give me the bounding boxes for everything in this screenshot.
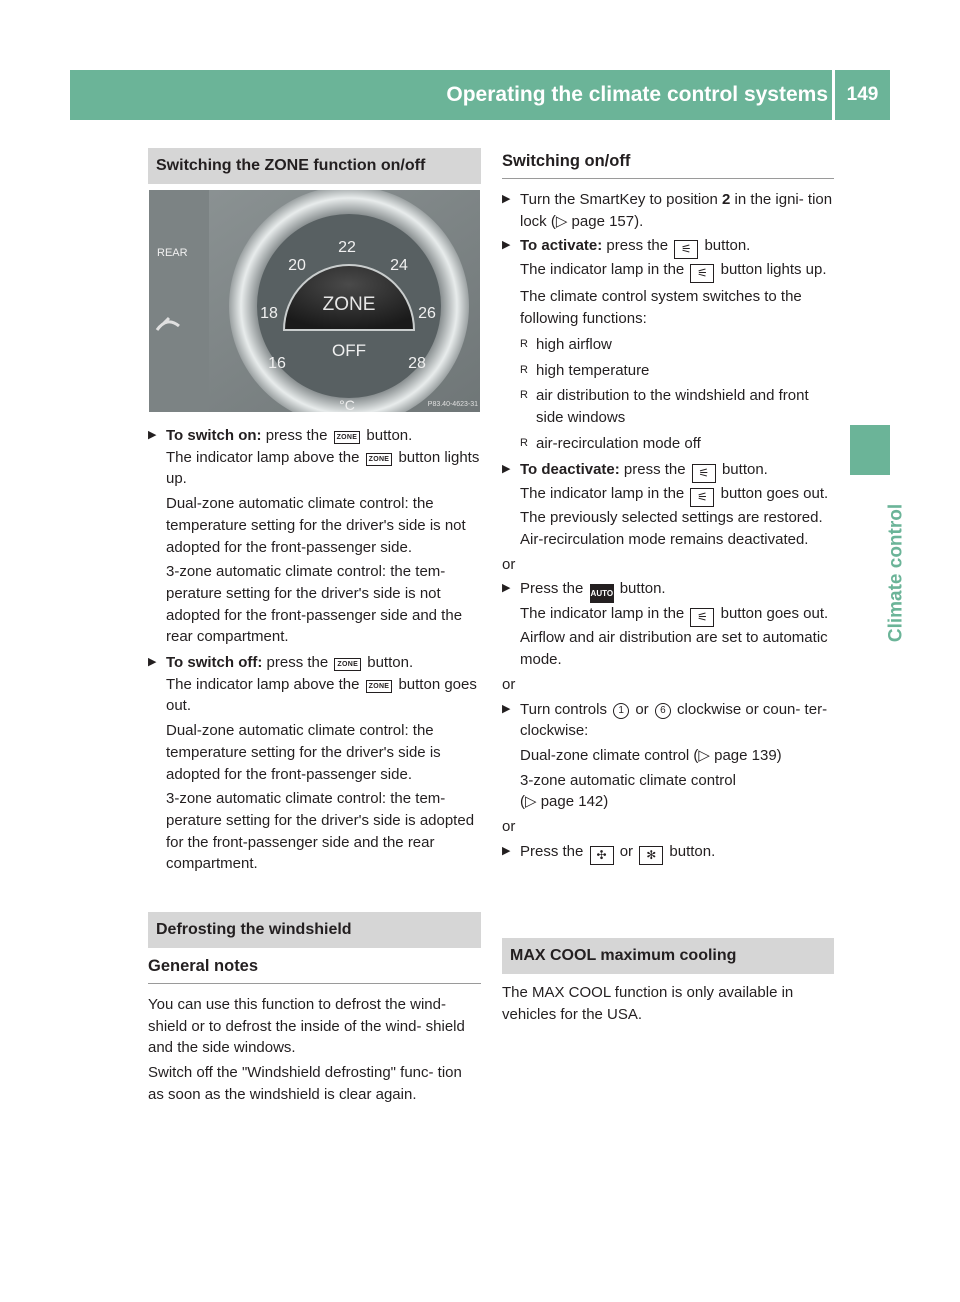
or-text: or [502, 675, 516, 693]
turn-controls-step: ▶ Turn controls 1 or 6 clockwise or coun- ter-clockwise: [502, 700, 828, 740]
dial-number: 20 [288, 257, 306, 274]
defrost-section [148, 912, 481, 1106]
dial-off-text: OFF [332, 341, 366, 360]
dial-number: 28 [408, 355, 426, 372]
defrost-heading: Defrosting the windshield [148, 912, 481, 948]
control-1-icon: 1 [613, 703, 629, 719]
maxcool-text: The MAX COOL function is only available in vehicles for the USA. [502, 984, 794, 1023]
activate-lamp-text: The indicator lamp in the ⚟ button lights up. [502, 259, 834, 283]
activate-step: ▶ To activate: press the ⚟ button. [502, 235, 834, 259]
page-ref-arrow-icon: ▷ [698, 746, 710, 764]
off-dual-text: Dual-zone automatic climate control: the temperature setting for the driver's side is adopted for the front-passenger side. [166, 722, 441, 783]
auto-lamp-text: The indicator lamp in the ⚟ button goes out. Airflow and air distribution are set to automatic mode. [520, 605, 829, 669]
step-arrow-icon: ▶ [502, 239, 511, 252]
step-arrow-icon: ▶ [502, 463, 511, 476]
max-defrost-button-icon: ⚟ [674, 240, 698, 259]
step-arrow-icon: ▶ [148, 656, 157, 669]
maxcool-section [502, 938, 834, 1025]
rear-label: REAR [157, 247, 188, 259]
dial-number: 26 [418, 305, 436, 322]
section-tab-marker [850, 425, 890, 475]
dial-number: 24 [390, 257, 408, 274]
step-arrow-icon: ▶ [502, 193, 511, 205]
fan-small-button-icon: ✻ [639, 846, 663, 865]
smartkey-step: ▶ Turn the SmartKey to position 2 in the igni- tion lock (▷ page 157). [502, 191, 833, 230]
notes-paragraph-2: Switch off the "Windshield defrosting" func- tion as soon as the windshield is clear again. [148, 1064, 462, 1103]
switching-heading: Switching on/off [502, 150, 834, 179]
off-three-text: 3-zone automatic climate control: the tem- perature setting for the driver's side is adopted for the front-passenger side and the rear compartment. [166, 790, 475, 873]
on-lamp-text: The indicator lamp above the ZONE button lights up. [166, 448, 480, 488]
step-arrow-icon: ▶ [148, 429, 157, 441]
climate-control-dial-photo [149, 190, 480, 412]
max-defrost-button-icon: ⚟ [690, 264, 714, 283]
page-ref-arrow-icon: ▷ [525, 793, 537, 811]
zone-button-icon: ZONE [334, 431, 361, 444]
step-arrow-icon: ▶ [502, 582, 511, 595]
max-defrost-button-icon: ⚟ [690, 488, 714, 507]
dial-number: 16 [268, 355, 286, 372]
page-ref-arrow-icon: ▷ [555, 212, 568, 230]
zone-button-icon: ZONE [334, 658, 361, 671]
deactivate-step: ▶ To deactivate: press the ⚟ button. [502, 459, 834, 483]
switch-on-step: ▶ To switch on: press the ZONE button. [148, 425, 481, 447]
three-ref-text: 3-zone automatic climate control (▷ page 142) [520, 771, 736, 811]
auto-step: ▶ Press the AUTO button. [502, 578, 834, 603]
press-step: ▶ Press the ✣ or ✻ button. [502, 841, 834, 865]
on-three-text: 3-zone automatic climate control: the tem- perature setting for the driver's side is not adopted for the front-passenger side and the rear compartment. [166, 563, 463, 646]
auto-button-icon: AUTO [590, 584, 614, 603]
general-notes-heading: General notes [148, 955, 481, 984]
or-text: or [502, 555, 516, 573]
dial-number: 22 [338, 239, 356, 256]
notes-paragraph-1: You can use this function to defrost the wind- shield or to defrost the inside of the wind- shield and the side windows. [148, 996, 465, 1057]
zone-section-heading: Switching the ZONE function on/off [148, 148, 481, 184]
switch-off-step: ▶ To switch off: press the ZONE button. [148, 652, 481, 674]
step-arrow-icon: ▶ [502, 702, 511, 715]
dual-ref-text: Dual-zone climate control (▷ page 139) [520, 746, 782, 764]
zone-button-icon: ZONE [366, 680, 393, 693]
off-lamp-text: The indicator lamp above the ZONE button goes out. [166, 675, 477, 715]
list-item: R high airflow [520, 335, 612, 353]
or-text: or [502, 818, 516, 836]
step-arrow-icon: ▶ [502, 844, 511, 857]
left-column-body [148, 425, 481, 875]
dial-zone-text: ZONE [322, 294, 376, 315]
list-item: R air distribution to the windshield and front side windows [520, 387, 809, 426]
maxcool-heading: MAX COOL maximum cooling [502, 938, 834, 974]
right-column [502, 150, 834, 865]
page-number: 149 [846, 84, 879, 105]
max-defrost-button-icon: ⚟ [692, 464, 716, 483]
chapter-title: Operating the climate control systems [446, 83, 828, 106]
dial-unit-text: °C [339, 397, 355, 412]
zone-button-icon: ZONE [366, 453, 393, 466]
deactivate-lamp-text: The indicator lamp in the ⚟ button goes out. The previously selected settings are restored. Air-recirculation mode remains deactivated. [520, 485, 829, 549]
on-dual-text: Dual-zone automatic climate control: the temperature setting for the driver's side is not adopted for the front-passenger side. [166, 495, 466, 556]
image-code: P83.40-4623-31 [427, 401, 478, 408]
dial-number: 18 [260, 305, 278, 322]
list-item: R air-recirculation mode off [520, 434, 701, 452]
switches-text: The climate control system switches to the following functions: [520, 288, 802, 328]
control-6-icon: 6 [655, 703, 671, 719]
fan-button-icon: ✣ [590, 846, 614, 865]
list-item: R high temperature [520, 361, 650, 379]
section-tab-label: Climate control [885, 503, 907, 643]
left-column [148, 148, 481, 184]
max-defrost-button-icon: ⚟ [690, 608, 714, 627]
